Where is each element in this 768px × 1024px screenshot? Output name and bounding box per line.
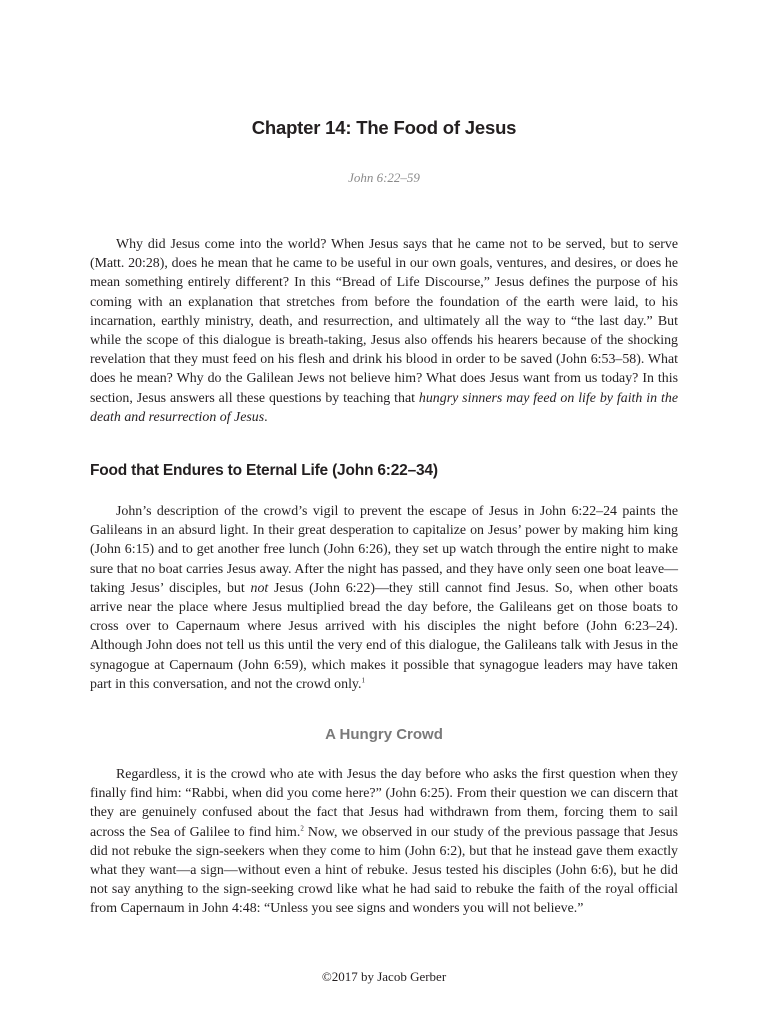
intro-paragraph	[90, 235, 678, 427]
section-heading: Food that Endures to Eternal Life (John 6:22–34)	[90, 462, 438, 479]
footnote-marker[interactable]: 1	[361, 676, 365, 685]
intro-text-end: .	[264, 409, 268, 425]
footnote-marker[interactable]: 2	[300, 823, 304, 832]
subsection-paragraph-text-cont: Now, we observed in our study of the previous passage that Jesus did not rebuke the sign-seekers when they come to him (John 6:2), but that he instead gave them exactly what they want—a sign—without even a hint of rebuke. Jesus tested his disciples (John 6:6), but he did not say anything to the sign-seeking crowd like what he had said to rebuke the faith of the royal official from Capernaum in John 4:48: “Unless you see signs and wonders you will not believe.”	[90, 824, 678, 917]
scripture-reference: John 6:22–59	[348, 170, 420, 185]
intro-emphasis: hungry sinners may feed on life by faith in the death and resurrection of Jesus	[90, 390, 678, 425]
copyright-footer: ©2017 by Jacob Gerber	[321, 969, 447, 984]
chapter-title: Chapter 14: The Food of Jesus	[251, 117, 517, 138]
section-paragraph-text-cont: Jesus (John 6:22)—they still cannot find Jesus. So, when other boats arrive near the place where Jesus multiplied bread the day before, the Galileans get on those boats to cross over to Capernaum where Jesus arrived with his disciples the night before (John 6:23–24). Although John does not tell us this until the very end of this dialogue, the Galileans talk with Jesus in the synagogue at Capernaum (John 6:59), which makes it possible that synagogue leaders may have taken part in this conversation, and not the crowd only.	[90, 580, 678, 692]
intro-text: Why did Jesus come into the world? When Jesus says that he came not to be served, but to serve (Matt. 20:28), does he mean that he came to be useful in our own goals, ventures, and desires, or does he mean something entirely different? In this “Bread of Life Discourse,” Jesus defines the purpose of his coming with an explanation that stretches from before the foundation of the earth were laid, to his incarnation, earthly ministry, death, and resurrection, and ultimately all the way to “the last day.” But while the scope of this dialogue is breath-taking, Jesus also offends his hearers because of the shocking revelation that they must feed on his flesh and drink his blood in order to be saved (John 6:53–58). What does he mean? Why do the Galilean Jews not believe him? What does Jesus want from us today? In this section, Jesus answers all these questions by teaching that	[90, 237, 678, 406]
section-paragraph-text: John’s description of the crowd’s vigil to prevent the escape of Jesus in John 6:22–24 paints the Galileans in an absurd light. In their great desperation to capitalize on Jesus’ power by making him king (John 6:15) and to get another free lunch (John 6:26), they set up watch through the entire night to make sure that no boat carries Jesus away. After the night has passed, and they have only seen one boat leave—taking Jesus’ disciples, but	[90, 504, 678, 596]
subsection-heading: A Hungry Crowd	[325, 726, 443, 743]
subsection-paragraph	[90, 765, 678, 919]
section-paragraph-emphasis: not	[250, 580, 269, 596]
section-paragraph	[90, 502, 678, 694]
subsection-paragraph-text: Regardless, it is the crowd who ate with Jesus the day before who asks the first question when they finally find him: “Rabbi, when did you come here?” (John 6:25). From their question we can discern that they are genuinely confused about the fact that Jesus had withdrawn from them, forcing them to sail across the Sea of Galilee to find him.	[90, 767, 678, 840]
